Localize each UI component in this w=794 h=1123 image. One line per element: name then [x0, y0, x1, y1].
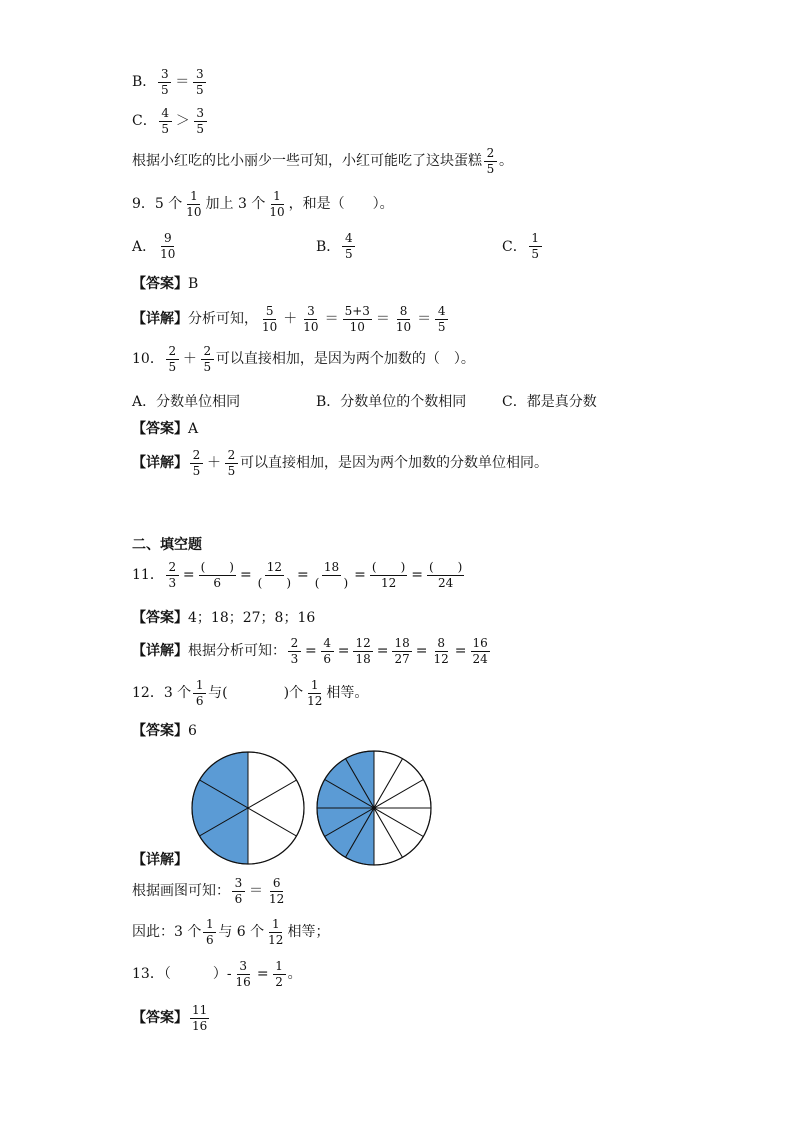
fraction: 3 6: [232, 877, 245, 905]
q10-option-c: C．都是真分数: [502, 394, 597, 410]
answer-tag: 【答案】: [132, 723, 188, 739]
question-number: 9．5 个: [132, 196, 183, 213]
q11-answer: [132, 611, 315, 625]
fraction: 2 5: [201, 345, 214, 373]
fraction: 12 ( ): [257, 560, 292, 590]
fraction: 1 10: [269, 189, 285, 219]
q8-conclusion: 根据小红吃的比小丽少一些可知，小红可能吃了这块蛋糕 2 5 。: [132, 146, 513, 176]
fraction: 18 ( ): [314, 560, 349, 590]
fraction: 1 12: [307, 678, 323, 708]
q12-detail-heading: [132, 853, 188, 867]
fraction: $\frac{12}{18}$: [355, 636, 371, 666]
detail-tag: 【详解】: [132, 643, 188, 660]
fraction: 3 5: [194, 107, 207, 135]
answer-value: A: [188, 421, 199, 437]
q11-stem: 11． $\frac{2}{3}$ = ( ) 6 = 12 ( ) = 18 ( ) = ( ) 12 = ( ) 24: [132, 560, 463, 590]
fraction: 5+3 10: [344, 304, 370, 334]
q12-stem: 12．3 个 1 6 与( )个 1 12 相等。: [132, 678, 369, 708]
q9-stem: 9．5 个 1 10 加上 3 个 1 10 ，和是（ ）。: [132, 189, 394, 219]
fraction: ( ) 24: [429, 560, 463, 590]
q10-option-b: B．分数单位的个数相同: [316, 394, 467, 410]
q10-option-a: A．分数单位相同: [132, 394, 241, 410]
fraction: 3 10: [303, 304, 319, 334]
fraction: 1 5: [529, 232, 542, 260]
fraction: 8 10: [395, 304, 412, 334]
fraction: $\frac{1}{2}$: [273, 960, 286, 988]
detail-tag: 【详解】: [132, 852, 188, 868]
fraction: 5 10: [262, 304, 278, 334]
fraction: $\frac{8}{12}$: [433, 636, 449, 666]
q10-stem: 10． 2 5 ＋ 2 5 可以直接相加，是因为两个加数的（ ）。: [132, 344, 475, 374]
section-title: 二、填空题: [132, 537, 202, 553]
fraction: 4 5: [435, 305, 448, 333]
answer-value: 4；18；27；8；16: [188, 610, 316, 626]
fraction: $\frac{16}{24}$: [472, 636, 488, 666]
q12-detail-line1: 根据画图可知： 3 6 ＝ 6 12: [132, 876, 285, 906]
fraction: 1 10: [186, 189, 202, 219]
question-number: 13．（ ）-: [132, 966, 232, 983]
fraction: ( ) 6: [200, 560, 234, 590]
fraction: $\frac{2}{3}$: [166, 561, 179, 589]
question-number: 10．: [132, 351, 164, 368]
fraction: 11 16: [192, 1003, 208, 1033]
q11-detail: 【详解】 根据分析可知： $\frac{2}{3}$ = $\frac{4}{6}$ = $\frac{12}{18}$ = $\frac{18}{27}$ = $\frac{8}{12}$ = $\frac{16}{24}$: [132, 636, 488, 666]
q9-option-b: B． 4 5: [316, 232, 357, 260]
q8-option-c: [132, 107, 209, 135]
fraction: 1 6: [203, 918, 216, 946]
q8-option-b: [132, 68, 208, 96]
fraction: 4 5: [159, 107, 172, 135]
q13-answer: [132, 1004, 211, 1032]
fraction: 9 10: [160, 231, 176, 261]
q9-detail: 【详解】 分析可知， 5 10 ＋ 3 10 ＝ 5+3 10 ＝ 8 10 ＝ 4 5: [132, 305, 450, 333]
q10-answer: [132, 422, 198, 436]
fraction: 6 12: [269, 876, 285, 906]
fraction: $\frac{4}{6}$: [321, 637, 334, 665]
fraction: ( ) 12: [371, 560, 406, 590]
fraction: $\frac{2}{3}$: [288, 637, 301, 665]
detail-tag: 【详解】: [132, 455, 188, 472]
answer-tag: 【答案】: [132, 1010, 188, 1027]
answer-value: B: [188, 276, 199, 292]
q13-stem: 13．（ ）- $\frac{3}{16}$ = $\frac{1}{2}$ 。: [132, 959, 302, 989]
fraction: 2 5: [190, 449, 203, 477]
q9-option-c: C． 1 5: [502, 232, 544, 260]
circle-twelfths-diagram: [314, 750, 434, 866]
q10-detail: 【详解】 2 5 ＋ 2 5 可以直接相加，是因为两个加数的分数单位相同。: [132, 448, 548, 478]
fraction: 1 12: [268, 917, 284, 947]
fraction: 2 5: [484, 147, 497, 175]
answer-tag: 【答案】: [132, 421, 188, 437]
detail-tag: 【详解】: [132, 311, 188, 328]
fraction: 2 5: [166, 345, 179, 373]
fraction: 1 6: [193, 679, 206, 707]
fraction: 2 5: [225, 449, 238, 477]
circle-sixths-diagram: [190, 750, 306, 866]
q9-answer: [132, 277, 198, 291]
fraction: 4 5: [342, 232, 355, 260]
relation-sign: ＝: [175, 74, 190, 91]
fraction: 3 5: [158, 68, 171, 96]
q12-detail-line2: 因此：3 个 1 6 与 6 个 1 12 相等；: [132, 917, 330, 947]
answer-value: 6: [188, 723, 197, 739]
answer-tag: 【答案】: [132, 610, 188, 626]
option-label: C．: [132, 113, 157, 130]
fraction: $\frac{18}{27}$: [394, 636, 410, 666]
question-number: 12．3 个: [132, 685, 192, 702]
relation-sign: ＞: [175, 113, 190, 130]
fraction: $\frac{3}{16}$: [235, 959, 251, 989]
question-number: 11．: [132, 567, 164, 584]
q12-answer: [132, 724, 197, 738]
q9-option-a: A． 9 10: [132, 231, 176, 261]
answer-tag: 【答案】: [132, 276, 188, 292]
option-label: B．: [132, 74, 157, 91]
fraction: 3 5: [193, 68, 206, 96]
